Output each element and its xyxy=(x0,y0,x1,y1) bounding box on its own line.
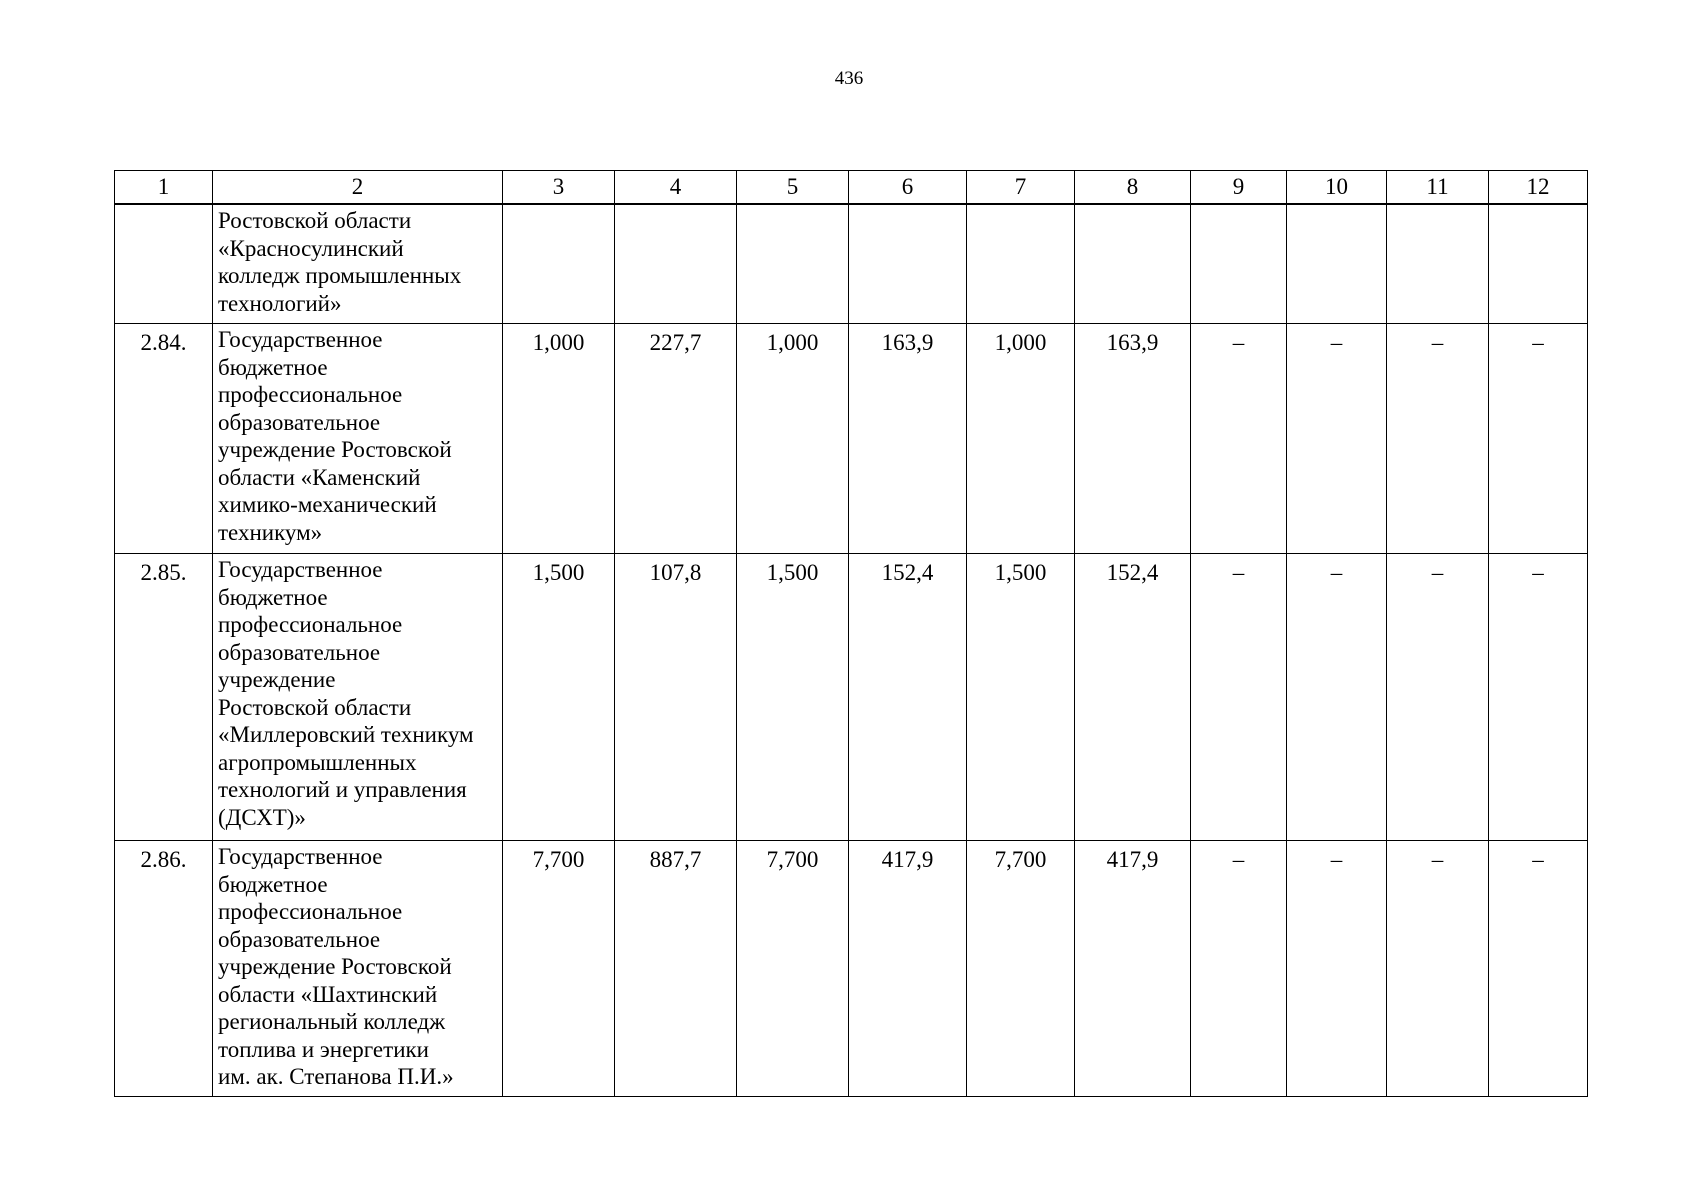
value-cell-col-9: – xyxy=(1191,554,1287,841)
institution-name-line: образовательное xyxy=(218,639,381,665)
institution-name-line: агропромышленных xyxy=(218,749,417,775)
institution-name-line: им. ак. Степанова П.И.» xyxy=(218,1064,454,1089)
value-cell-col-11: – xyxy=(1387,324,1489,554)
table-row xyxy=(115,554,1588,841)
value-cell-col-4 xyxy=(615,204,737,324)
institution-name-line: бюджетное xyxy=(218,871,328,897)
column-header: 12 xyxy=(1489,171,1588,205)
institution-name-line: бюджетное xyxy=(218,354,328,380)
value-cell-col-9: – xyxy=(1191,841,1287,1097)
institution-name-line: образовательное xyxy=(218,409,381,435)
value-cell-col-11: – xyxy=(1387,841,1489,1097)
value-cell-col-8: 417,9 xyxy=(1075,841,1191,1097)
institution-name-line: Ростовской области xyxy=(218,694,412,720)
column-header: 2 xyxy=(213,171,503,205)
value-cell-col-5: 7,700 xyxy=(737,841,849,1097)
value-cell-col-3: 1,000 xyxy=(503,324,615,554)
institution-name-line: бюджетное xyxy=(218,584,328,610)
value-cell-col-10: – xyxy=(1287,841,1387,1097)
column-header: 10 xyxy=(1287,171,1387,205)
institution-name-line: профессиональное xyxy=(218,612,403,637)
column-header: 8 xyxy=(1075,171,1191,205)
value-cell-col-12 xyxy=(1489,204,1588,324)
institution-name-line: «Миллеровский техникум xyxy=(218,722,474,747)
institution-name-line: профессиональное xyxy=(218,899,403,924)
value-cell-col-7: 7,700 xyxy=(967,841,1075,1097)
institution-name-line: химико-механический xyxy=(218,492,437,517)
institution-name-line: (ДСХТ)» xyxy=(218,804,306,830)
value-cell-col-5: 1,500 xyxy=(737,554,849,841)
institution-name-line: технологий и управления xyxy=(218,777,467,802)
institution-name-line: технологий» xyxy=(218,290,342,316)
institution-name-cell xyxy=(213,324,503,554)
institution-name-line: Государственное xyxy=(218,327,383,352)
value-cell-col-12: – xyxy=(1489,841,1588,1097)
institution-name-line: Ростовской области xyxy=(218,208,412,233)
column-header: 11 xyxy=(1387,171,1489,205)
value-cell-col-6 xyxy=(849,204,967,324)
column-header: 4 xyxy=(615,171,737,205)
value-cell-col-8 xyxy=(1075,204,1191,324)
value-cell-col-4: 887,7 xyxy=(615,841,737,1097)
column-header: 7 xyxy=(967,171,1075,205)
value-cell-col-10: – xyxy=(1287,324,1387,554)
institution-name-line: техникум» xyxy=(218,519,323,545)
institution-name-line: учреждение Ростовской xyxy=(218,954,452,979)
value-cell-col-5: 1,000 xyxy=(737,324,849,554)
institution-name-line: учреждение Ростовской xyxy=(218,437,452,462)
page-number: 436 xyxy=(834,68,864,89)
value-cell-col-6: 417,9 xyxy=(849,841,967,1097)
institution-name-line: «Красносулинский xyxy=(218,235,404,261)
value-cell-col-6: 152,4 xyxy=(849,554,967,841)
value-cell-col-8: 163,9 xyxy=(1075,324,1191,554)
value-cell-col-11: – xyxy=(1387,554,1489,841)
row-number-cell: 2.85. xyxy=(115,554,213,841)
institution-name-line: Государственное xyxy=(218,844,383,869)
value-cell-col-4: 107,8 xyxy=(615,554,737,841)
value-cell-col-8: 152,4 xyxy=(1075,554,1191,841)
institution-name-line: учреждение xyxy=(218,667,336,692)
institution-name-cell xyxy=(213,841,503,1097)
table-row xyxy=(115,324,1588,554)
column-header: 1 xyxy=(115,171,213,205)
value-cell-col-12: – xyxy=(1489,324,1588,554)
value-cell-col-7: 1,500 xyxy=(967,554,1075,841)
column-header: 9 xyxy=(1191,171,1287,205)
value-cell-col-10: – xyxy=(1287,554,1387,841)
value-cell-col-3: 1,500 xyxy=(503,554,615,841)
table-row xyxy=(115,204,1588,324)
value-cell-col-3: 7,700 xyxy=(503,841,615,1097)
institution-name-line: области «Шахтинский xyxy=(218,981,438,1007)
value-cell-col-7: 1,000 xyxy=(967,324,1075,554)
column-header: 6 xyxy=(849,171,967,205)
institution-name-line: Государственное xyxy=(218,557,383,582)
value-cell-col-9: – xyxy=(1191,324,1287,554)
institution-name-cell xyxy=(213,554,503,841)
institution-name-line: топлива и энергетики xyxy=(218,1036,429,1062)
value-cell-col-6: 163,9 xyxy=(849,324,967,554)
row-number-cell: 2.84. xyxy=(115,324,213,554)
data-table xyxy=(114,170,1588,1097)
value-cell-col-11 xyxy=(1387,204,1489,324)
table-body xyxy=(115,171,1588,1097)
institution-name-cell xyxy=(213,204,503,324)
value-cell-col-9 xyxy=(1191,204,1287,324)
table-header-row xyxy=(115,171,1588,205)
value-cell-col-5 xyxy=(737,204,849,324)
institution-name-line: профессиональное xyxy=(218,382,403,407)
institution-name-line: образовательное xyxy=(218,926,381,952)
value-cell-col-10 xyxy=(1287,204,1387,324)
value-cell-col-4: 227,7 xyxy=(615,324,737,554)
institution-name-line: региональный колледж xyxy=(218,1009,446,1034)
column-header: 5 xyxy=(737,171,849,205)
institution-name-line: колледж промышленных xyxy=(218,263,462,288)
row-number-cell xyxy=(115,204,213,324)
value-cell-col-7 xyxy=(967,204,1075,324)
table-row xyxy=(115,841,1588,1097)
row-number-cell: 2.86. xyxy=(115,841,213,1097)
value-cell-col-3 xyxy=(503,204,615,324)
institution-name-line: области «Каменский xyxy=(218,464,421,490)
value-cell-col-12: – xyxy=(1489,554,1588,841)
column-header: 3 xyxy=(503,171,615,205)
